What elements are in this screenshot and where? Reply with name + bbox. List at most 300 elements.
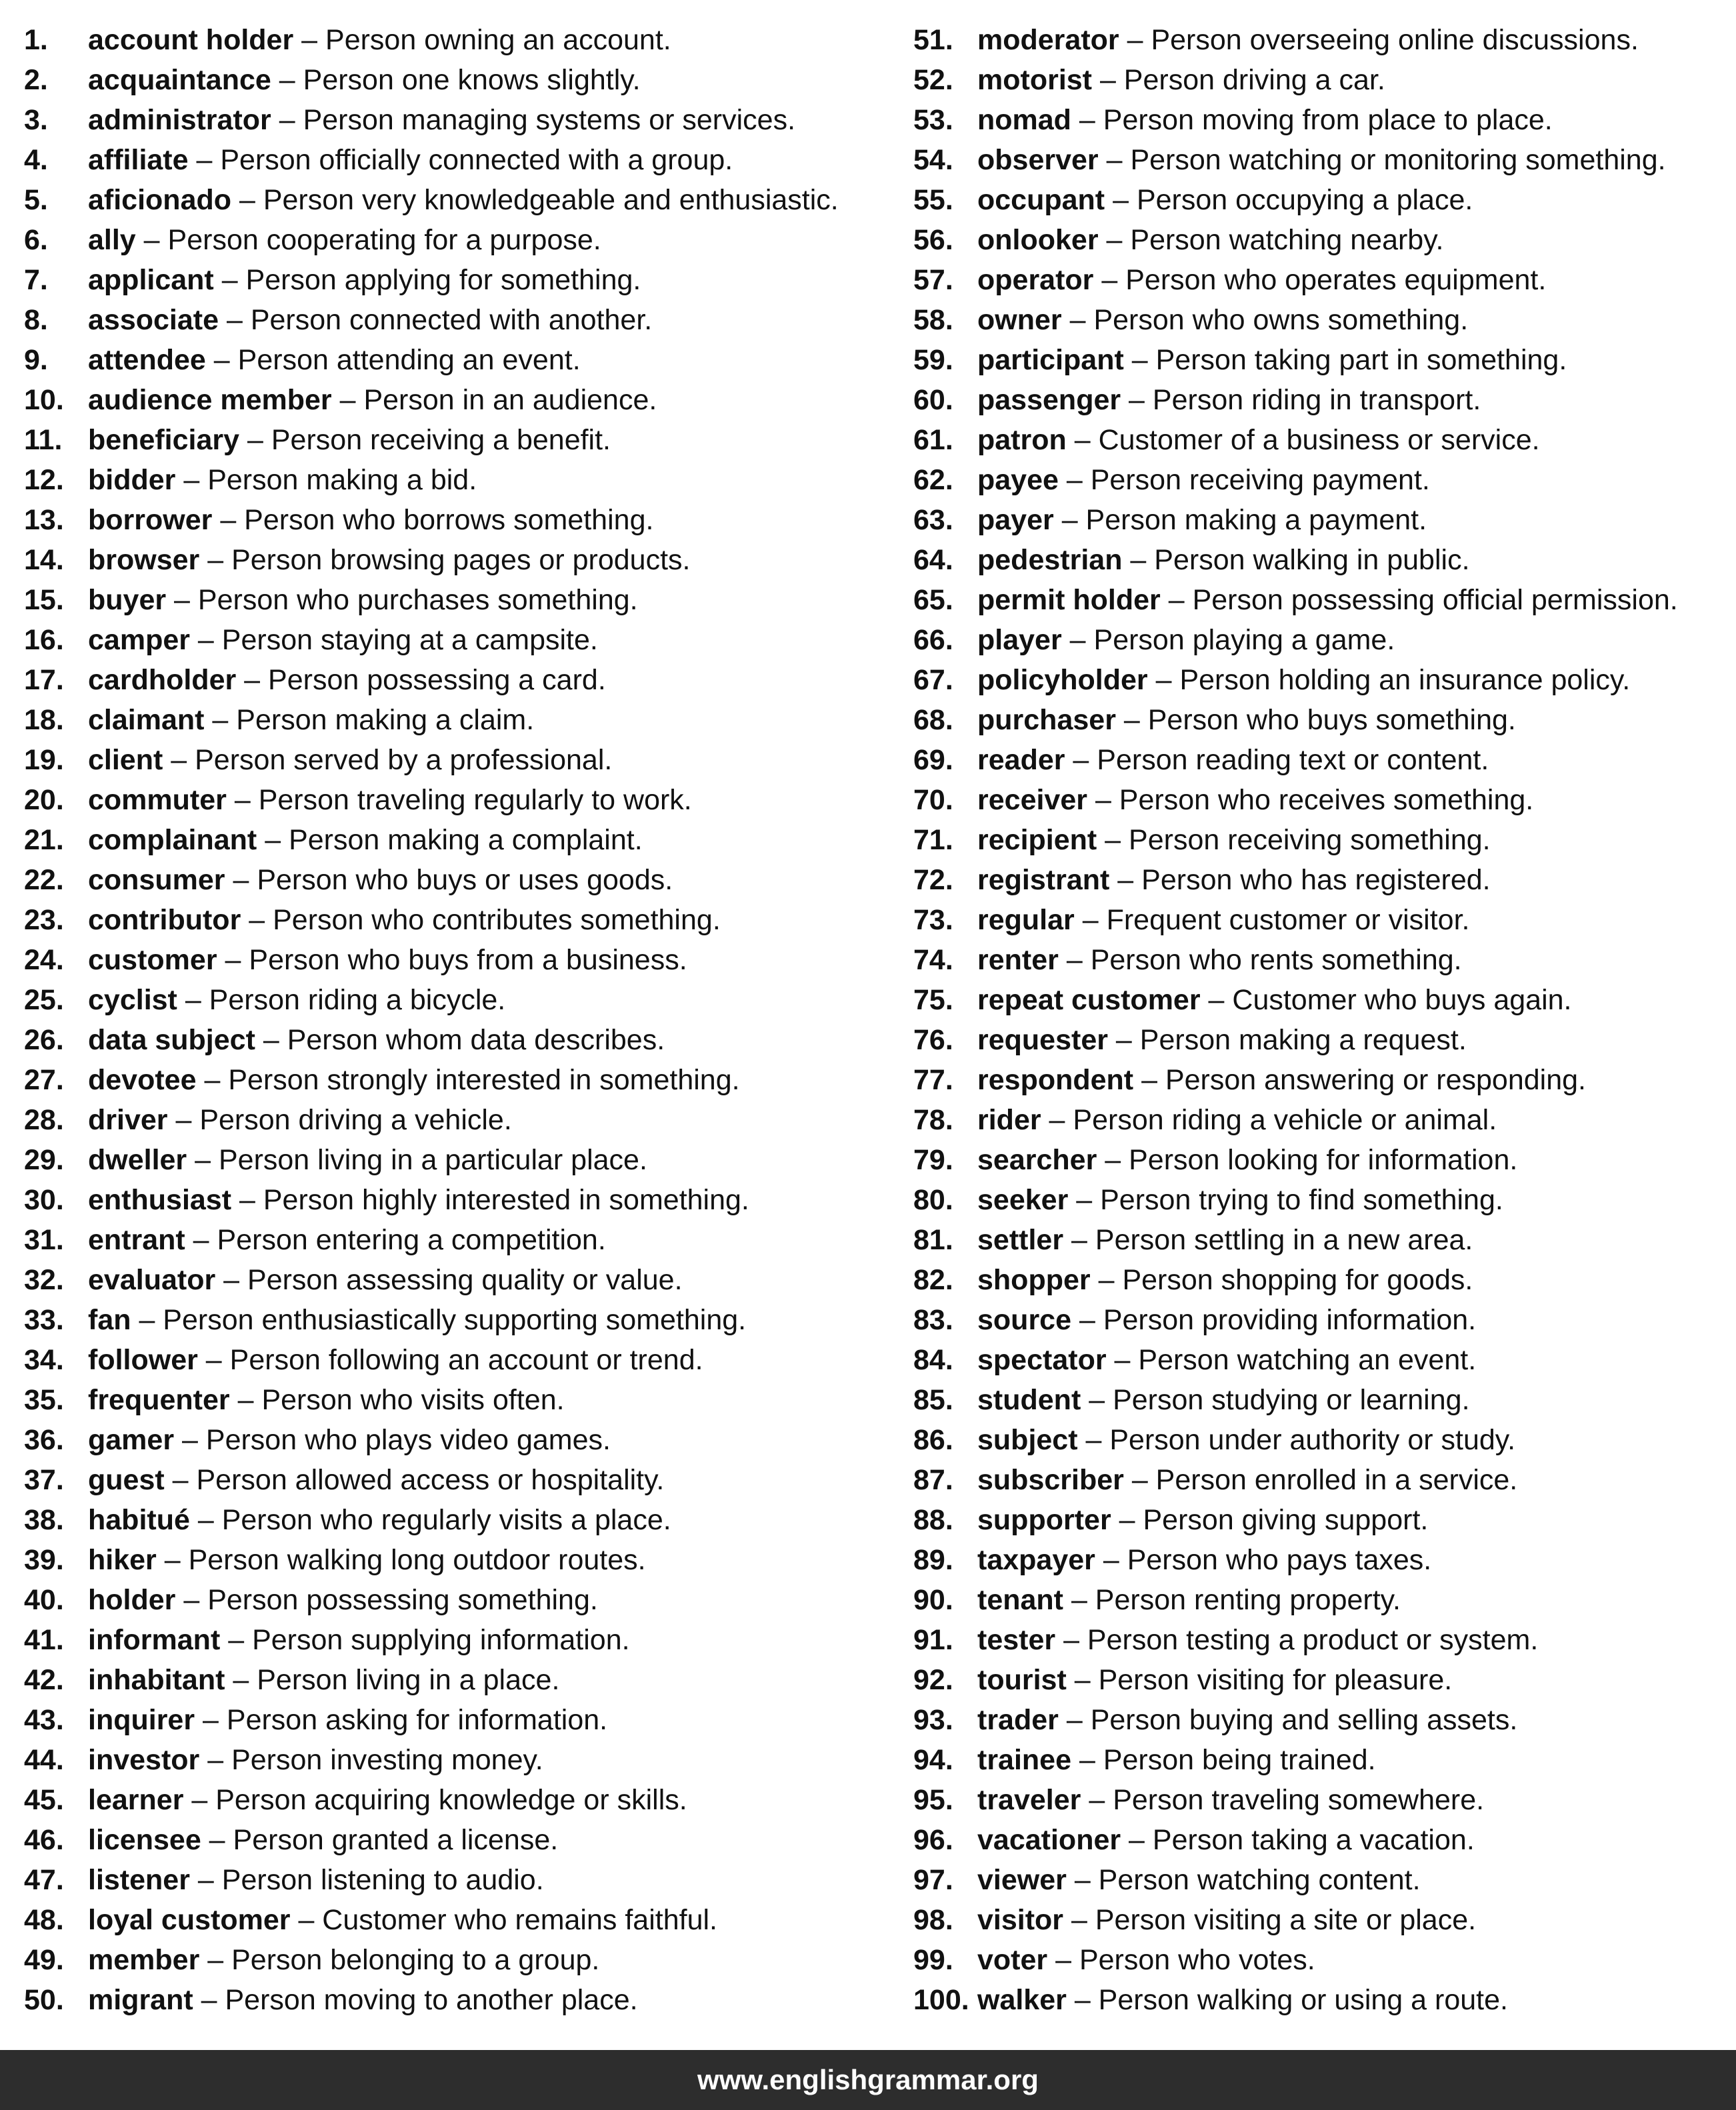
item-number: 62. [913,464,953,496]
item-definition: – Person who visits often. [229,1384,565,1416]
item-number: 85. [913,1384,953,1416]
item-definition: – Person receiving payment. [1058,464,1430,496]
list-item [24,1060,884,1100]
list-item [913,1660,1733,1700]
list-item [24,1860,884,1900]
list-item [913,1100,1733,1140]
item-definition: – Person asking for information. [195,1704,608,1736]
item-word: client [88,744,163,776]
item-definition: – Person trying to find something. [1068,1184,1503,1216]
item-definition: – Person assessing quality or value. [215,1264,683,1296]
item-definition: – Person owning an account. [293,24,671,56]
list-item [913,1300,1733,1340]
item-word: loyal customer [88,1904,291,1936]
item-word: moderator [977,24,1119,56]
item-number: 49. [24,1944,64,1976]
item-word: listener [88,1864,190,1896]
list-item [24,180,884,220]
list-item [24,740,884,780]
item-word: frequenter [88,1384,230,1416]
item-number: 13. [24,504,64,536]
item-number: 28. [24,1104,64,1136]
item-word: aficionado [88,184,232,216]
item-number: 72. [913,864,953,896]
list-item [24,780,884,820]
list-item [913,300,1733,340]
item-number: 80. [913,1184,953,1216]
list-item [24,1820,884,1860]
item-number: 87. [913,1464,953,1496]
item-definition: – Person visiting for pleasure. [1066,1664,1453,1696]
item-word: student [977,1384,1081,1416]
item-definition: – Person traveling somewhere. [1081,1784,1485,1816]
item-definition: – Person who regularly visits a place. [189,1504,671,1536]
item-number: 65. [913,584,953,616]
item-number: 96. [913,1824,953,1856]
item-number: 38. [24,1504,64,1536]
list-item [913,1620,1733,1660]
list-item [913,340,1733,380]
list-item [24,380,884,420]
list-item [913,1780,1733,1820]
list-item [24,100,884,140]
list-item [913,1420,1733,1460]
item-word: learner [88,1784,184,1816]
item-word: payer [977,504,1054,536]
item-number: 21. [24,824,64,856]
item-number: 5. [24,184,48,216]
item-word: licensee [88,1824,201,1856]
item-number: 22. [24,864,64,896]
item-word: requester [977,1024,1108,1056]
item-word: renter [977,944,1059,976]
list-item [24,300,884,340]
item-number: 55. [913,184,953,216]
item-definition: – Person answering or responding. [1133,1064,1586,1096]
item-definition: – Person receiving a benefit. [239,424,611,456]
item-word: entrant [88,1224,185,1256]
item-word: acquaintance [88,64,271,96]
item-number: 64. [913,544,953,576]
item-definition: – Person browsing pages or products. [199,544,691,576]
item-definition: – Person holding an insurance policy. [1147,664,1631,696]
list-item [913,900,1733,940]
list-item [913,1260,1733,1300]
item-definition: – Person who buys or uses goods. [225,864,673,896]
item-word: recipient [977,824,1097,856]
item-definition: – Person visiting a site or place. [1063,1904,1477,1936]
item-number: 68. [913,704,953,736]
list-item [24,1980,884,2020]
item-definition: – Person who has registered. [1109,864,1491,896]
item-word: inquirer [88,1704,195,1736]
item-word: associate [88,304,219,336]
list-item [24,1020,884,1060]
item-number: 29. [24,1144,64,1176]
item-definition: – Person making a bid. [175,464,477,496]
item-word: guest [88,1464,165,1496]
list-item [913,500,1733,540]
item-definition: – Person riding a bicycle. [177,984,506,1016]
item-number: 35. [24,1384,64,1416]
item-definition: – Person driving a car. [1092,64,1385,96]
list-item [913,1340,1733,1380]
item-definition: – Person occupying a place. [1105,184,1473,216]
item-definition: – Person supplying information. [220,1624,630,1656]
item-definition: – Person who owns something. [1061,304,1469,336]
item-definition: – Person overseeing online discussions. [1119,24,1639,56]
item-number: 52. [913,64,953,96]
item-number: 48. [24,1904,64,1936]
list-item [24,1740,884,1780]
item-definition: – Person staying at a campsite. [189,624,598,656]
item-definition: – Person who buys from a business. [217,944,687,976]
item-word: occupant [977,184,1105,216]
item-definition: – Person enrolled in a service. [1123,1464,1518,1496]
item-number: 30. [24,1184,64,1216]
list-item [24,620,884,660]
item-number: 18. [24,704,64,736]
list-item [913,1140,1733,1180]
list-item [24,1140,884,1180]
item-word: pedestrian [977,544,1123,576]
item-word: audience member [88,384,332,416]
item-word: hiker [88,1544,157,1576]
list-item [24,140,884,180]
item-definition: – Person providing information. [1071,1304,1477,1336]
item-word: bidder [88,464,176,496]
item-definition: – Person following an account or trend. [197,1344,703,1376]
list-item [913,1380,1733,1420]
item-word: passenger [977,384,1121,416]
list-item [913,60,1733,100]
list-item [913,1180,1733,1220]
list-item [913,1460,1733,1500]
list-item [24,1660,884,1700]
list-item [913,580,1733,620]
item-word: tester [977,1624,1056,1656]
item-word: operator [977,264,1094,296]
item-definition: – Person living in a place. [225,1664,560,1696]
list-item [24,60,884,100]
item-word: patron [977,424,1067,456]
list-item [24,1460,884,1500]
item-word: seeker [977,1184,1069,1216]
list-item [913,460,1733,500]
item-word: cardholder [88,664,237,696]
item-number: 33. [24,1304,64,1336]
item-number: 7. [24,264,48,296]
item-definition: – Person who votes. [1047,1944,1315,1976]
item-definition: – Person who rents something. [1058,944,1462,976]
item-definition: – Person moving to another place. [193,1984,638,2016]
item-definition: – Person entering a competition. [185,1224,606,1256]
item-number: 99. [913,1944,953,1976]
list-item [913,820,1733,860]
item-number: 56. [913,224,953,256]
item-word: policyholder [977,664,1148,696]
item-word: viewer [977,1864,1067,1896]
list-item [913,700,1733,740]
item-word: complainant [88,824,257,856]
list-item [913,1020,1733,1060]
item-definition: – Person enthusiastically supporting something. [131,1304,747,1336]
item-number: 17. [24,664,64,696]
item-word: evaluator [88,1264,216,1296]
item-number: 88. [913,1504,953,1536]
item-definition: – Person in an audience. [331,384,657,416]
list-item [913,980,1733,1020]
item-number: 54. [913,144,953,176]
list-item [913,1220,1733,1260]
item-definition: – Person under authority or study. [1077,1424,1516,1456]
item-definition: – Person officially connected with a group. [188,144,733,176]
list-item [24,1420,884,1460]
item-number: 59. [913,344,953,376]
item-word: subscriber [977,1464,1124,1496]
item-number: 63. [913,504,953,536]
list-item [24,1500,884,1540]
item-number: 23. [24,904,64,936]
item-number: 25. [24,984,64,1016]
list-item [24,820,884,860]
item-definition: – Person belonging to a group. [199,1944,600,1976]
item-number: 97. [913,1864,953,1896]
item-definition: – Person riding in transport. [1121,384,1481,416]
list-item [24,460,884,500]
list-item [24,980,884,1020]
item-number: 86. [913,1424,953,1456]
item-number: 82. [913,1264,953,1296]
item-number: 36. [24,1424,64,1456]
item-definition: – Customer who buys again. [1200,984,1572,1016]
item-definition: – Person walking in public. [1122,544,1470,576]
item-number: 24. [24,944,64,976]
list-item [913,740,1733,780]
item-word: borrower [88,504,213,536]
item-word: registrant [977,864,1110,896]
item-number: 67. [913,664,953,696]
item-number: 71. [913,824,953,856]
item-word: settler [977,1224,1064,1256]
item-definition: – Person making a complaint. [257,824,643,856]
item-number: 20. [24,784,64,816]
item-definition: – Person buying and selling assets. [1058,1704,1518,1736]
item-word: respondent [977,1064,1134,1096]
list-item [913,860,1733,900]
item-word: shopper [977,1264,1091,1296]
item-word: applicant [88,264,214,296]
item-word: supporter [977,1504,1111,1536]
list-item [913,1980,1733,2020]
item-number: 95. [913,1784,953,1816]
item-number: 47. [24,1864,64,1896]
list-item [913,940,1733,980]
list-item [24,700,884,740]
item-word: searcher [977,1144,1097,1176]
list-item [913,780,1733,820]
item-number: 40. [24,1584,64,1616]
item-word: member [88,1944,200,1976]
item-definition: – Person walking or using a route. [1066,1984,1508,2016]
item-word: habitué [88,1504,190,1536]
item-number: 12. [24,464,64,496]
item-definition: – Person who purchases something. [166,584,638,616]
item-definition: – Person watching nearby. [1098,224,1444,256]
item-definition: – Person making a claim. [204,704,535,736]
item-definition: – Person riding a vehicle or animal. [1041,1104,1497,1136]
item-number: 57. [913,264,953,296]
item-definition: – Person served by a professional. [163,744,613,776]
list-item [24,420,884,460]
item-number: 15. [24,584,64,616]
item-word: inhabitant [88,1664,225,1696]
item-word: claimant [88,704,205,736]
item-number: 42. [24,1664,64,1696]
item-word: motorist [977,64,1092,96]
item-word: participant [977,344,1124,376]
item-definition: – Person who borrows something. [212,504,654,536]
item-number: 37. [24,1464,64,1496]
item-number: 32. [24,1264,64,1296]
item-word: follower [88,1344,198,1376]
item-number: 53. [913,104,953,136]
list-item [24,20,884,60]
item-definition: – Person walking long outdoor routes. [156,1544,646,1576]
item-word: walker [977,1984,1067,2016]
item-definition: – Person who plays video games. [174,1424,611,1456]
item-definition: – Person attending an event. [205,344,581,376]
list-item [913,660,1733,700]
item-definition: – Person looking for information. [1097,1144,1518,1176]
item-definition: – Person renting property. [1063,1584,1401,1616]
item-number: 77. [913,1064,953,1096]
item-definition: – Person investing money. [199,1744,543,1776]
item-word: holder [88,1584,176,1616]
list-item [24,1220,884,1260]
item-number: 78. [913,1104,953,1136]
item-definition: – Person cooperating for a purpose. [135,224,601,256]
list-item [24,1780,884,1820]
list-item [24,1180,884,1220]
item-definition: – Person receiving something. [1097,824,1491,856]
item-word: browser [88,544,200,576]
item-word: tenant [977,1584,1063,1616]
item-definition: – Person possessing a card. [236,664,606,696]
list-item [913,1740,1733,1780]
item-word: customer [88,944,217,976]
item-definition: – Person acquiring knowledge or skills. [183,1784,687,1816]
item-word: repeat customer [977,984,1201,1016]
item-word: receiver [977,784,1087,816]
item-number: 50. [24,1984,64,2016]
item-word: payee [977,464,1059,496]
item-definition: – Person driving a vehicle. [167,1104,512,1136]
list-item [24,340,884,380]
item-number: 90. [913,1584,953,1616]
item-definition: – Person reading text or content. [1065,744,1489,776]
item-word: reader [977,744,1065,776]
item-definition: – Person watching or monitoring something. [1098,144,1666,176]
item-number: 84. [913,1344,953,1376]
list-item [24,1620,884,1660]
item-word: source [977,1304,1072,1336]
list-item [913,1580,1733,1620]
item-number: 51. [913,24,953,56]
item-definition: – Person who buys something. [1115,704,1516,736]
item-number: 83. [913,1304,953,1336]
item-number: 46. [24,1824,64,1856]
item-definition: – Person connected with another. [219,304,653,336]
item-number: 81. [913,1224,953,1256]
item-number: 91. [913,1624,953,1656]
item-definition: – Person settling in a new area. [1063,1224,1473,1256]
item-definition: – Person traveling regularly to work. [226,784,692,816]
item-definition: – Person who contributes something. [241,904,721,936]
item-word: gamer [88,1424,175,1456]
item-number: 61. [913,424,953,456]
list-item [913,100,1733,140]
item-number: 31. [24,1224,64,1256]
item-definition: – Person living in a particular place. [187,1144,647,1176]
item-definition: – Person possessing official permission. [1160,584,1678,616]
item-number: 89. [913,1544,953,1576]
item-number: 44. [24,1744,64,1776]
item-word: permit holder [977,584,1161,616]
right-column [913,20,1733,2020]
item-word: affiliate [88,144,189,176]
list-item [913,20,1733,60]
item-word: subject [977,1424,1078,1456]
item-number: 75. [913,984,953,1016]
item-number: 10. [24,384,64,416]
item-word: informant [88,1624,221,1656]
item-definition: – Customer who remains faithful. [290,1904,717,1936]
item-definition: – Person testing a product or system. [1055,1624,1539,1656]
footer-bar [0,2050,1736,2110]
list-item [913,140,1733,180]
list-item [913,1820,1733,1860]
item-definition: – Person one knows slightly. [271,64,641,96]
item-definition: – Person watching content. [1066,1864,1421,1896]
item-number: 92. [913,1664,953,1696]
item-word: attendee [88,344,206,376]
item-number: 76. [913,1024,953,1056]
item-number: 16. [24,624,64,656]
list-item [913,1900,1733,1940]
item-word: player [977,624,1062,656]
item-definition: – Person possessing something. [175,1584,598,1616]
item-word: buyer [88,584,167,616]
item-word: trader [977,1704,1059,1736]
item-number: 93. [913,1704,953,1736]
list-item [913,420,1733,460]
list-item [24,900,884,940]
item-number: 1. [24,24,48,56]
item-word: consumer [88,864,225,896]
list-item [24,1700,884,1740]
item-definition: – Person granted a license. [201,1824,559,1856]
item-word: visitor [977,1904,1064,1936]
item-definition: – Person whom data describes. [255,1024,665,1056]
item-word: fan [88,1304,131,1336]
list-item [913,220,1733,260]
item-word: devotee [88,1064,197,1096]
item-definition: – Person strongly interested in something. [196,1064,740,1096]
list-item [24,580,884,620]
item-word: traveler [977,1784,1081,1816]
item-definition: – Person taking a vacation. [1121,1824,1475,1856]
